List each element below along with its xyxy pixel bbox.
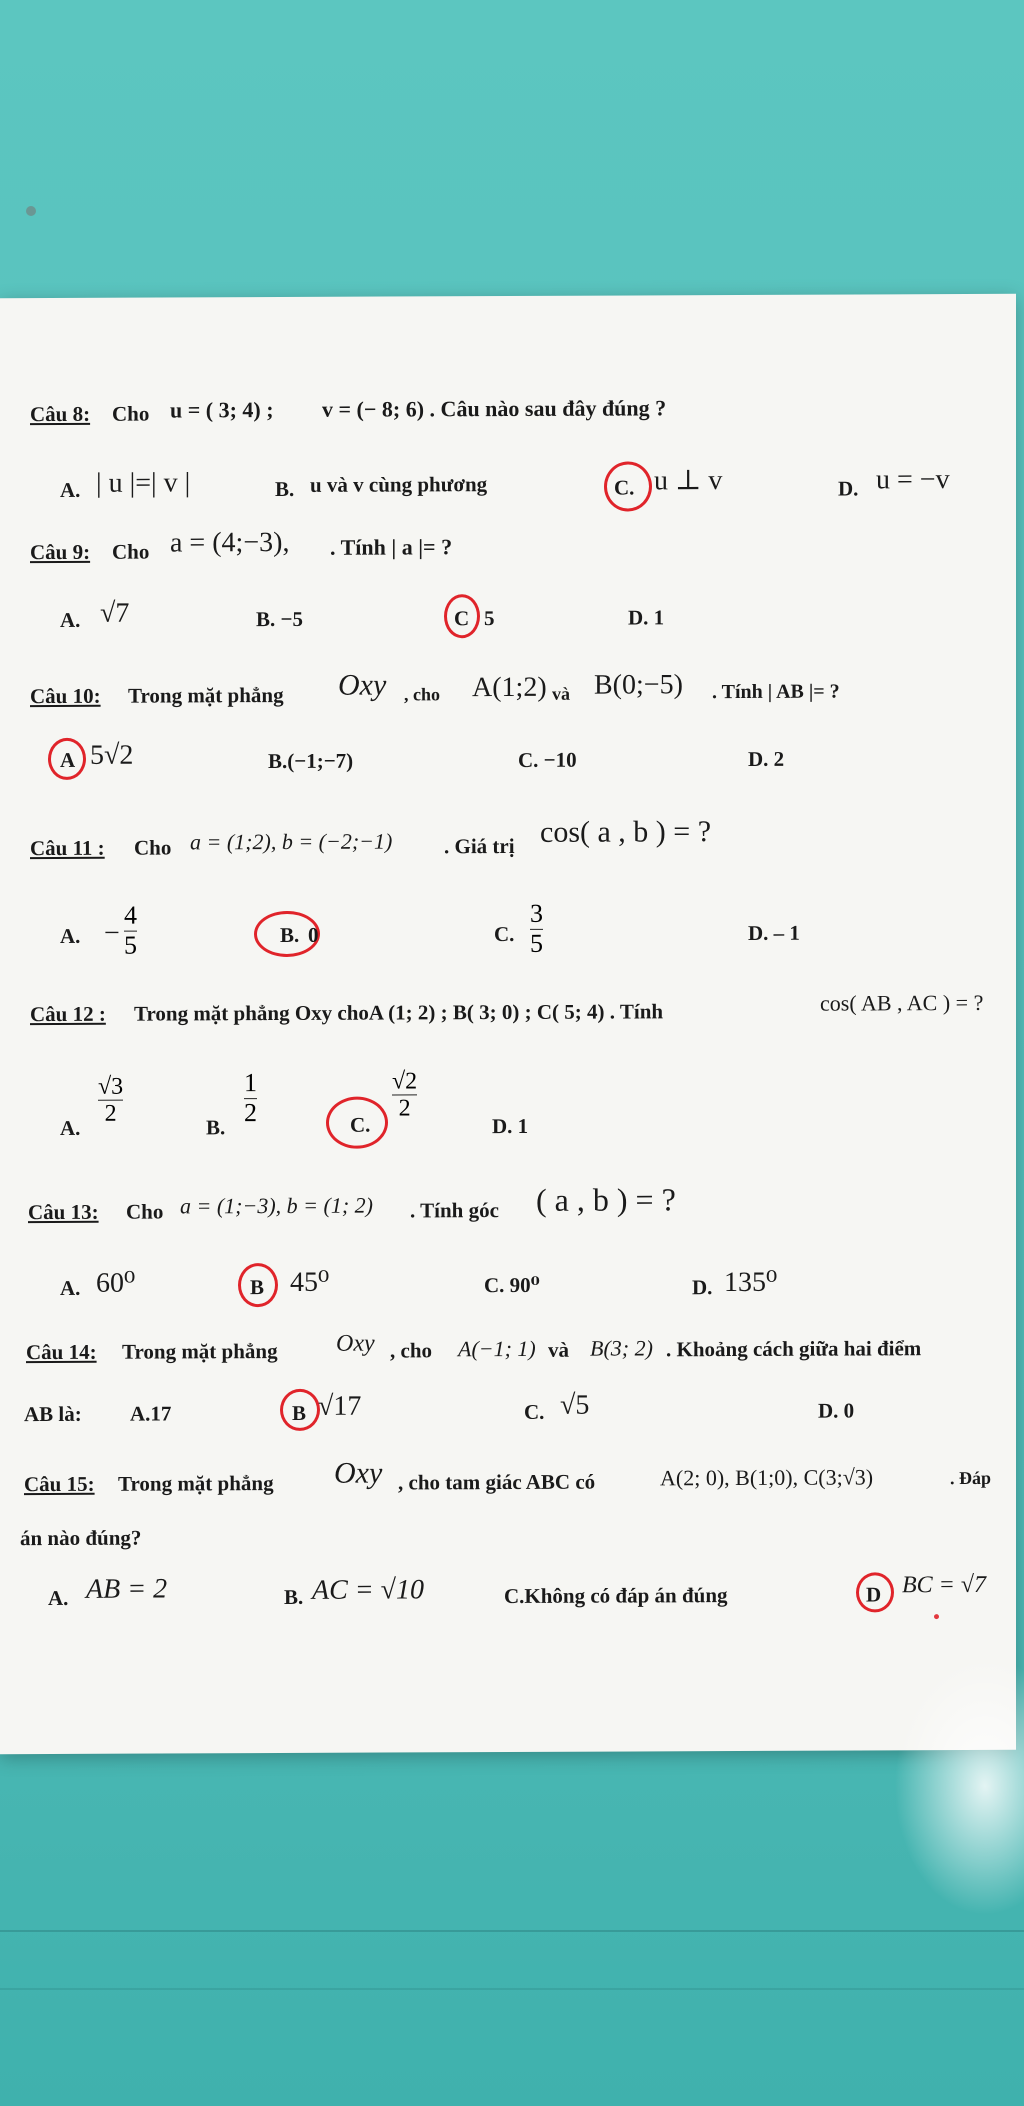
q9-option-a-label: A. bbox=[60, 607, 81, 632]
q8-option-c: u ⊥ v bbox=[654, 465, 723, 497]
q15-cho: , cho tam giác ABC có bbox=[398, 1469, 596, 1495]
q12-option-d: D. 1 bbox=[492, 1113, 529, 1139]
q11-option-a-sign: − bbox=[104, 917, 120, 949]
q10-oxy: Oxy bbox=[338, 668, 387, 702]
q14-point-a: A(−1; 1) bbox=[458, 1335, 536, 1362]
q13-angle: ( a , b ) = ? bbox=[536, 1181, 676, 1218]
table-seam-2 bbox=[0, 1988, 1024, 1990]
q11-option-b-label: B. bbox=[280, 922, 300, 947]
exam-paper bbox=[0, 294, 1016, 1754]
q10-option-c: C. −10 bbox=[518, 747, 577, 772]
q12-option-c-denominator: 2 bbox=[398, 1095, 411, 1122]
q8-option-b-label: B. bbox=[275, 476, 295, 502]
question-11 bbox=[0, 814, 1016, 861]
q13-option-a: 60⁰ bbox=[96, 1267, 136, 1299]
q14-oxy: Oxy bbox=[336, 1330, 375, 1357]
q15-option-c: C.Không có đáp án đúng bbox=[504, 1583, 728, 1609]
q15-line2: án nào đúng? bbox=[20, 1525, 142, 1551]
q9-option-a: √7 bbox=[100, 597, 130, 629]
q11-option-c-label: C. bbox=[494, 921, 515, 947]
q14-cho: , cho bbox=[390, 1338, 432, 1363]
q15-label: Câu 15: bbox=[24, 1471, 95, 1497]
q12-options bbox=[0, 1060, 1016, 1154]
q11-stem: Cho bbox=[134, 835, 172, 860]
q9-stem: Cho bbox=[112, 539, 150, 564]
q9-option-d: D. 1 bbox=[628, 605, 665, 630]
q14-stem: Trong mặt phẳng bbox=[122, 1339, 278, 1364]
q14-line2: AB là: bbox=[24, 1401, 82, 1427]
q10-label: Câu 10: bbox=[30, 683, 101, 709]
q10-option-a: 5√2 bbox=[90, 739, 134, 771]
q13-option-d-label: D. bbox=[692, 1275, 713, 1300]
q14-option-c: √5 bbox=[560, 1389, 590, 1421]
q10-va: và bbox=[552, 683, 570, 704]
question-9 bbox=[0, 524, 1016, 568]
q8-options bbox=[0, 462, 1016, 506]
q13-ask: . Tính góc bbox=[410, 1198, 499, 1223]
q15-option-a: AB = 2 bbox=[86, 1573, 168, 1605]
q10-point-b: B(0;−5) bbox=[594, 669, 683, 701]
question-13 bbox=[0, 1174, 1016, 1238]
q11-cos: cos( a , b ) = ? bbox=[540, 815, 712, 849]
q10-ask: . Tính | AB |= ? bbox=[712, 680, 840, 704]
q11-expression: a = (1;2), b = (−2;−1) bbox=[190, 828, 393, 855]
q10-options bbox=[0, 734, 1016, 778]
q14-option-c-label: C. bbox=[524, 1399, 545, 1424]
q15-oxy: Oxy bbox=[334, 1456, 383, 1490]
q8-option-c-label: C. bbox=[614, 475, 635, 500]
q11-option-c-fraction bbox=[530, 900, 543, 958]
q9-expression: a = (4;−3), bbox=[170, 526, 290, 559]
q12-option-a-fraction bbox=[98, 1074, 123, 1128]
q12-option-c-fraction bbox=[392, 1068, 417, 1122]
q8-option-d: u = −v bbox=[876, 464, 950, 496]
q11-option-c-numerator: 3 bbox=[530, 898, 543, 928]
q8-stem: Cho bbox=[112, 401, 150, 426]
table-seam bbox=[0, 1930, 1024, 1932]
q12-option-c-numerator: √2 bbox=[392, 1068, 418, 1095]
question-15 bbox=[0, 1454, 1016, 1508]
q13-option-c: C. 90⁰ bbox=[484, 1272, 540, 1298]
q13-expression: a = (1;−3), b = (1; 2) bbox=[180, 1192, 373, 1219]
q11-option-c-denominator: 5 bbox=[530, 928, 543, 958]
q14-options bbox=[0, 1384, 1016, 1428]
q11-option-a-label: A. bbox=[60, 923, 81, 948]
q9-options bbox=[0, 594, 1016, 638]
q15-options bbox=[0, 1568, 1016, 1612]
q14-option-d: D. 0 bbox=[818, 1398, 855, 1423]
question-8 bbox=[0, 394, 1016, 438]
q12-option-b-numerator: 1 bbox=[244, 1068, 257, 1098]
q8-option-a-label: A. bbox=[60, 477, 81, 502]
q10-option-b: B.(−1;−7) bbox=[268, 748, 354, 774]
q13-options bbox=[0, 1260, 1016, 1304]
q15-option-b: AC = √10 bbox=[312, 1574, 425, 1606]
q15-option-d-label: D bbox=[866, 1582, 882, 1607]
q8-option-b: u và v cùng phương bbox=[310, 472, 488, 497]
q12-option-b-denominator: 2 bbox=[244, 1097, 257, 1127]
q9-option-c: 5 bbox=[484, 606, 495, 631]
q11-option-a-numerator: 4 bbox=[124, 900, 137, 930]
q9-label: Câu 9: bbox=[30, 539, 91, 565]
q9-ask: . Tính | a |= ? bbox=[330, 534, 453, 560]
red-dot-mark bbox=[934, 1614, 939, 1619]
q15-option-a-label: A. bbox=[48, 1585, 69, 1611]
q15-line-2 bbox=[0, 1516, 1016, 1560]
q15-option-d: BC = √7 bbox=[902, 1571, 987, 1599]
table-speck bbox=[26, 206, 36, 216]
q11-ask: . Giá trị bbox=[444, 833, 515, 859]
q8-option-d-label: D. bbox=[838, 476, 859, 501]
q14-rest: . Khoảng cách giữa hai điểm bbox=[666, 1336, 922, 1362]
q14-option-a: A.17 bbox=[130, 1401, 172, 1426]
q12-label: Câu 12 : bbox=[30, 1001, 106, 1027]
q12-option-c-label: C. bbox=[350, 1112, 371, 1137]
q10-point-a: A(1;2) bbox=[472, 671, 547, 704]
q12-option-a-denominator: 2 bbox=[104, 1101, 117, 1128]
q8-v-vector: v = (− 8; 6) . Câu nào sau đây đúng ? bbox=[322, 395, 667, 422]
q14-option-b: √17 bbox=[318, 1390, 362, 1422]
q13-option-b-label: B bbox=[250, 1275, 265, 1300]
q8-label: Câu 8: bbox=[30, 401, 91, 427]
q11-option-b: 0 bbox=[308, 922, 319, 947]
q10-option-d: D. 2 bbox=[748, 746, 785, 771]
q15-option-b-label: B. bbox=[284, 1584, 304, 1609]
q10-cho: , cho bbox=[404, 684, 440, 705]
q12-option-b-label: B. bbox=[206, 1115, 226, 1140]
q13-option-a-label: A. bbox=[60, 1275, 81, 1300]
q15-points: A(2; 0), B(1;0), C(3;√3) bbox=[660, 1464, 874, 1491]
q8-u-vector: u = ( 3; 4) ; bbox=[170, 397, 274, 423]
q12-option-a-numerator: √3 bbox=[98, 1073, 124, 1100]
q14-option-b-label: B bbox=[292, 1400, 307, 1425]
question-10 bbox=[0, 666, 1016, 710]
q12-option-a-label: A. bbox=[60, 1115, 81, 1140]
q13-option-b: 45⁰ bbox=[290, 1266, 330, 1298]
q11-options bbox=[0, 898, 1016, 972]
q12-stem: Trong mặt phẳng Oxy choA (1; 2) ; B( 3; 0) ; C( 5; 4) . Tính bbox=[134, 999, 664, 1026]
q13-label: Câu 13: bbox=[28, 1199, 99, 1225]
q15-end: . Đáp bbox=[950, 1467, 992, 1489]
q9-option-c-label: C bbox=[454, 606, 470, 631]
q9-option-b: B. −5 bbox=[256, 606, 303, 632]
q10-option-a-label: A bbox=[60, 747, 76, 772]
q13-stem: Cho bbox=[126, 1199, 164, 1224]
question-14 bbox=[0, 1324, 1016, 1368]
q13-option-d: 135⁰ bbox=[724, 1266, 778, 1299]
question-12 bbox=[0, 984, 1016, 1028]
q14-va: và bbox=[548, 1337, 569, 1362]
light-glare bbox=[894, 1656, 1024, 1916]
q12-option-b-fraction bbox=[244, 1069, 257, 1127]
q10-stem: Trong mặt phẳng bbox=[128, 682, 284, 708]
q14-point-b: B(3; 2) bbox=[590, 1335, 653, 1361]
q11-option-a-denominator: 5 bbox=[124, 930, 137, 960]
q11-option-a-fraction bbox=[124, 902, 137, 960]
q12-cos: cos( AB , AC ) = ? bbox=[820, 989, 984, 1016]
q15-stem: Trong mặt phẳng bbox=[118, 1471, 274, 1496]
q14-label: Câu 14: bbox=[26, 1339, 97, 1365]
q11-option-d: D. – 1 bbox=[748, 920, 800, 945]
q8-option-a: | u |=| v | bbox=[96, 467, 191, 499]
q11-label: Câu 11 : bbox=[30, 835, 105, 861]
